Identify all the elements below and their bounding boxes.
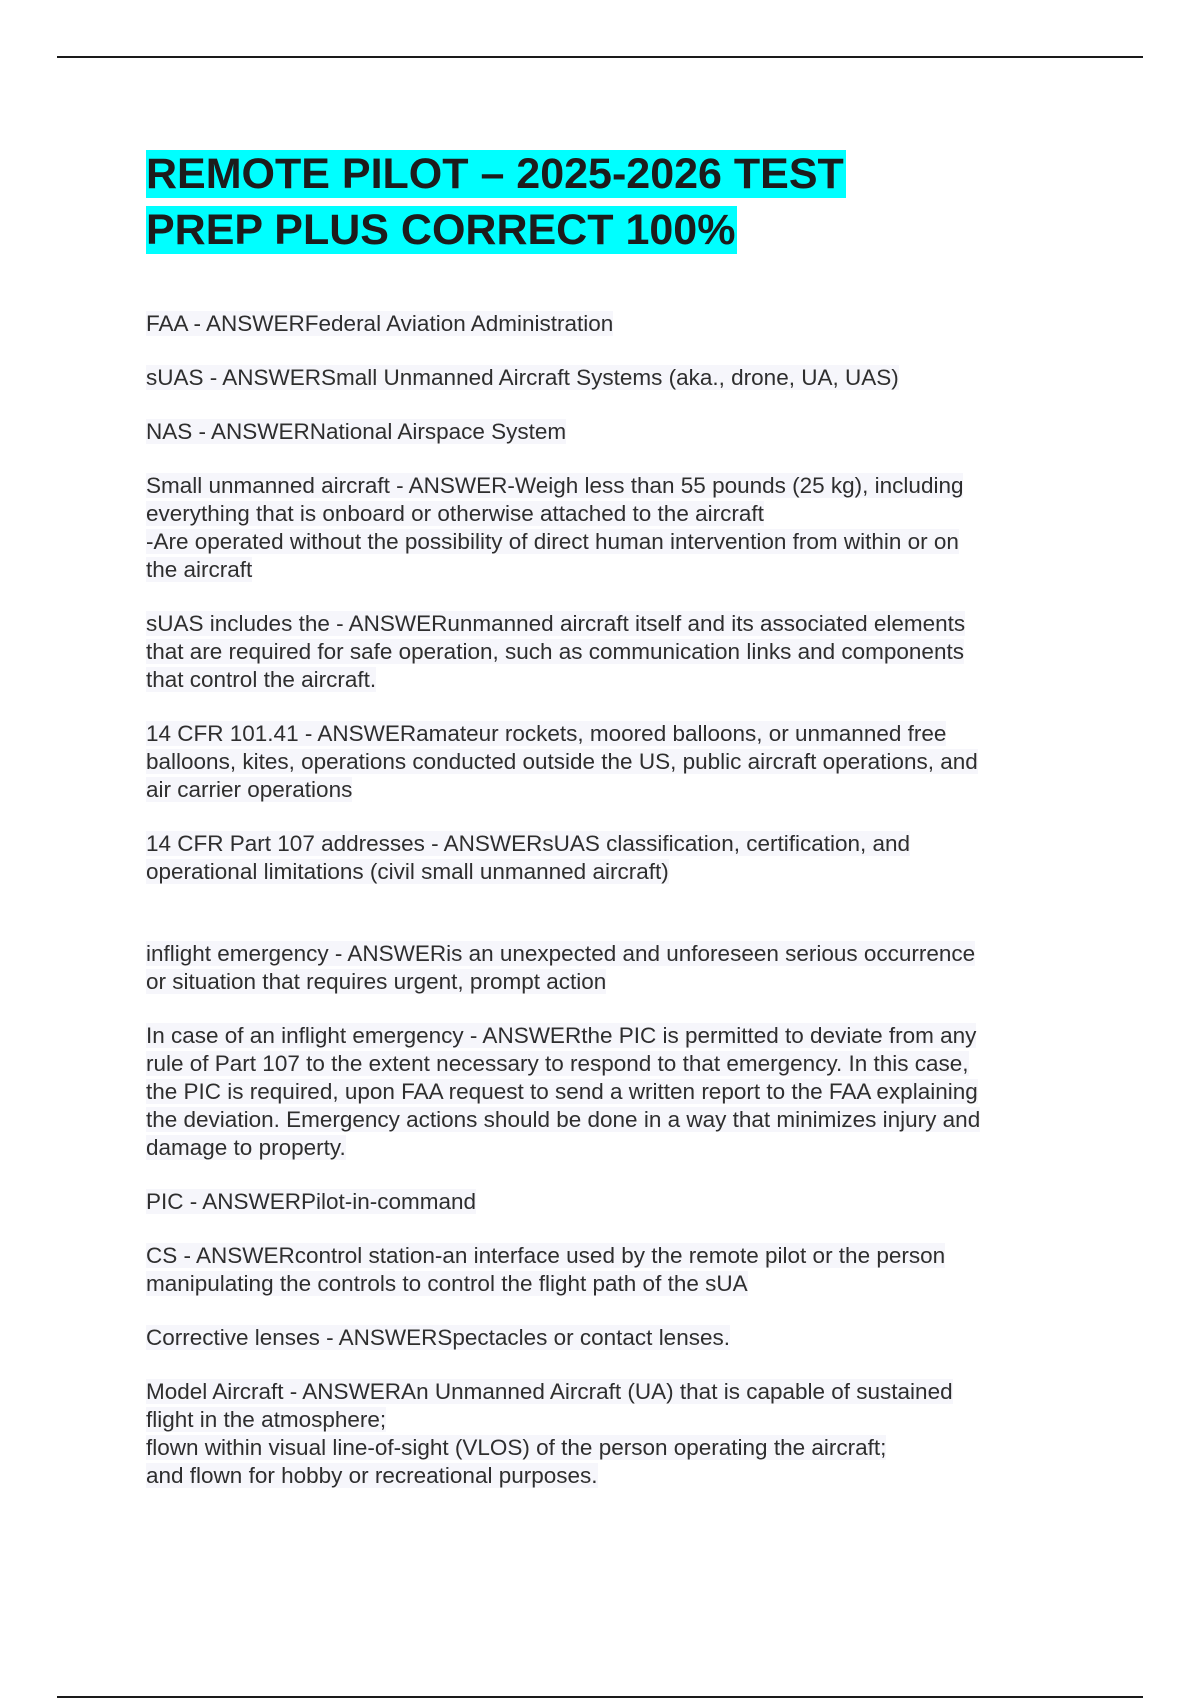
flashcard-entry: 14 CFR 101.41 - ANSWERamateur rockets, moored balloons, or unmanned free balloons, kites, operations conducted outside the US, public aircraft operations, and air carrier operations xyxy=(146,721,978,802)
document-body xyxy=(146,146,1066,1516)
flashcard-list xyxy=(146,310,1066,1490)
flashcard-entry: FAA - ANSWERFederal Aviation Administration xyxy=(146,311,614,336)
title-line-1: REMOTE PILOT – 2025-2026 TEST xyxy=(146,150,844,198)
flashcard-entry: NAS - ANSWERNational Airspace System xyxy=(146,419,567,444)
flashcard-entry: Corrective lenses - ANSWERSpectacles or contact lenses. xyxy=(146,1325,730,1350)
flashcard-entry: Model Aircraft - ANSWERAn Unmanned Aircraft (UA) that is capable of sustained flight in the atmosphere; flown within visual line-of-sight (VLOS) of the person operating the aircraft; and flown for hobby or recreational purposes. xyxy=(146,1379,953,1488)
flashcard-entry: sUAS - ANSWERSmall Unmanned Aircraft Systems (aka., drone, UA, UAS) xyxy=(146,365,899,390)
flashcard-entry: CS - ANSWERcontrol station-an interface used by the remote pilot or the person manipulating the controls to control the flight path of the sUA xyxy=(146,1243,946,1296)
flashcard-entry: Small unmanned aircraft - ANSWER-Weigh less than 55 pounds (25 kg), including everything that is onboard or otherwise attached to the aircraft -Are operated without the possibility of direct human intervention from within or on the aircraft xyxy=(146,473,964,582)
title-line-2: PREP PLUS CORRECT 100% xyxy=(146,206,736,254)
top-rule xyxy=(57,56,1143,58)
flashcard-entry: inflight emergency - ANSWERis an unexpected and unforeseen serious occurrence or situation that requires urgent, prompt action xyxy=(146,941,976,994)
flashcard-entry: 14 CFR Part 107 addresses - ANSWERsUAS classification, certification, and operational limitations (civil small unmanned aircraft) xyxy=(146,831,911,884)
flashcard-entry: PIC - ANSWERPilot-in-command xyxy=(146,1189,477,1214)
bottom-rule xyxy=(57,1696,1143,1698)
flashcard-entry: sUAS includes the - ANSWERunmanned aircraft itself and its associated elements that are required for safe operation, such as communication links and components that control the aircraft. xyxy=(146,611,966,692)
page-title xyxy=(146,146,1066,258)
flashcard-entry: In case of an inflight emergency - ANSWERthe PIC is permitted to deviate from any rule of Part 107 to the extent necessary to respond to that emergency. In this case, the PIC is required, upon FAA request to send a written report to the FAA explaining the deviation. Emergency actions should be done in a way that minimizes injury and damage to property. xyxy=(146,1023,981,1160)
